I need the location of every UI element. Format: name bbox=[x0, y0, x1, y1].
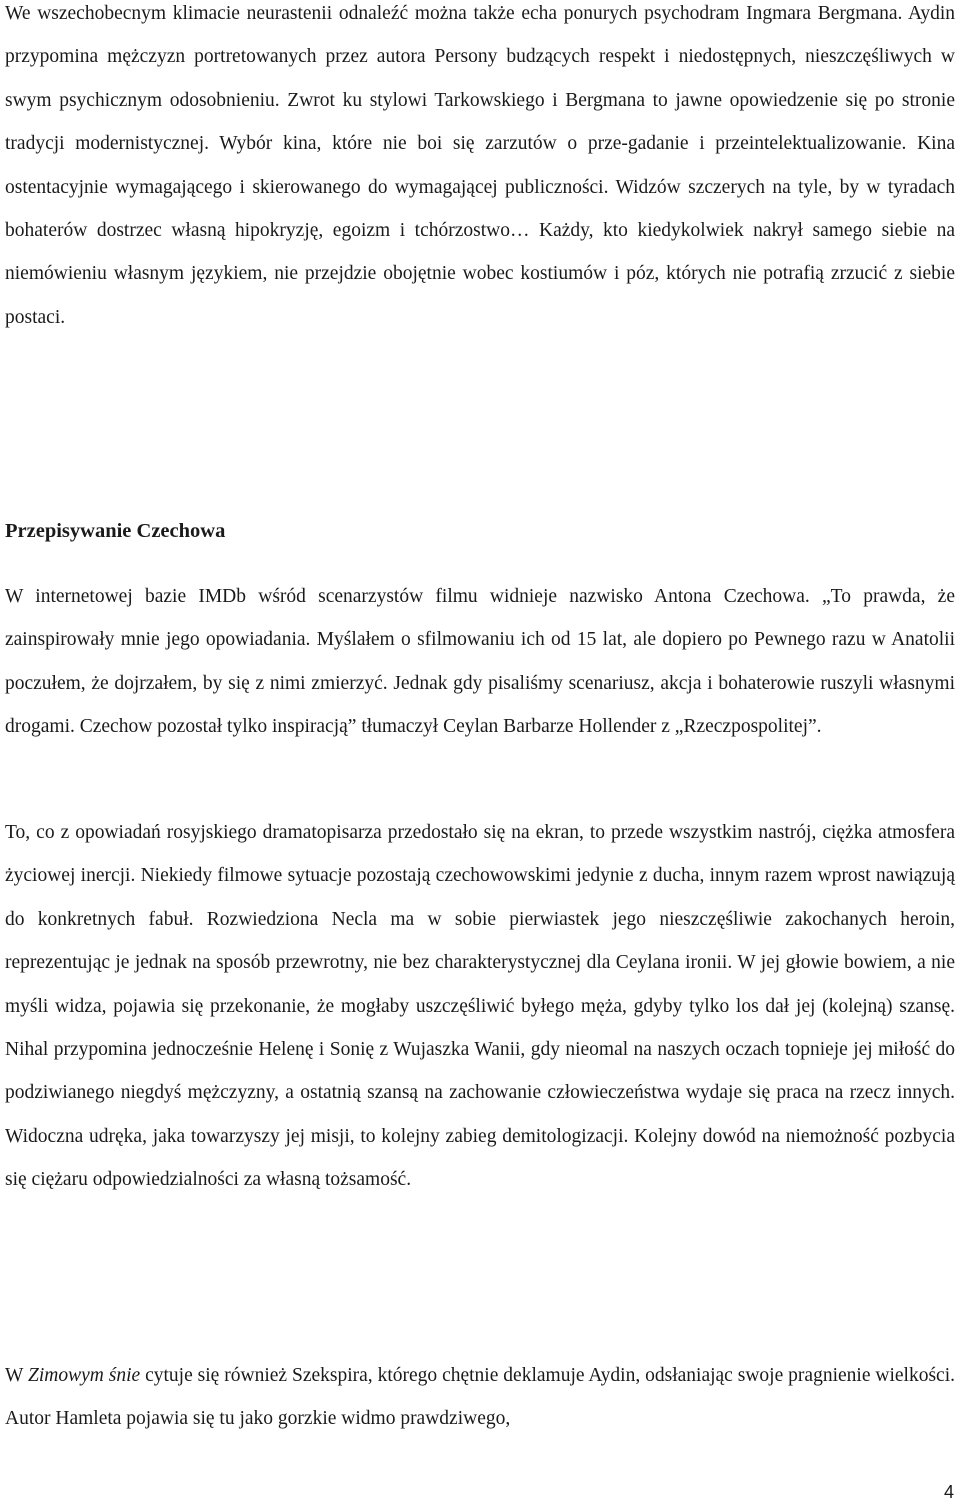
paragraph-prefix: W bbox=[5, 1365, 28, 1386]
page-number: 4 bbox=[943, 1482, 954, 1502]
section-heading: Przepisywanie Czechowa bbox=[5, 520, 226, 542]
paragraph-rest: cytuje się również Szekspira, którego chętnie deklamuje Aydin, odsłaniając swoje pragnienie wielkości. Autor Hamleta pojawia się tu jako gorzkie widmo prawdziwego, bbox=[5, 1365, 956, 1430]
paragraph-shakespeare bbox=[5, 1354, 955, 1441]
paragraph-chekhov-influence: To, co z opowiadań rosyjskiego dramatopisarza przedostało się na ekran, to przede wszystkim nastrój, ciężka atmosfera życiowej inercji. Niekiedy filmowe sytuacje pozostają czechowowskimi jedynie z ducha, innym razem wprost nawiązują do konkretnych fabuł. Rozwiedziona Necla ma w sobie pierwiastek jego nieszczęśliwie zakochanych heroin, reprezentując je jednak na sposób przewrotny, nie bez charakterystycznej dla Ceylana ironii. W jej głowie bowiem, a nie myśli widza, pojawia się przekonanie, że mogłaby uszczęśliwić byłego męża, gdyby tylko los dał jej (kolejną) szansę. Nihal przypomina jednocześnie Helenę i Sonię z Wujaszka Wanii, gdy nieomal na naszych oczach topnieje jej miłość do podziwianego niegdyś mężczyzny, a ostatnią szansą na zachowanie człowieczeństwa wydaje się praca na rzecz innych. Widoczna udręka, jaka towarzyszy jej misji, to kolejny zabieg demitologizacji. Kolejny dowód na niemożność pozbycia się ciężaru odpowiedzialności za własną tożsamość. bbox=[5, 822, 955, 1191]
paragraph-bergman: We wszechobecnym klimacie neurastenii odnaleźć można także echa ponurych psychodram Ingmara Bergmana. Aydin przypomina mężczyzn portretowanych przez autora Persony budzących respekt i niedostępnych, nieszczęśliwych w swym psychicznym odosobnieniu. Zwrot ku stylowi Tarkowskiego i Bergmana to jawne opowiedzenie się po stronie tradycji modernistycznej. Wybór kina, które nie boi się zarzutów o prze-gadanie i przeintelektualizowanie. Kina ostentacyjnie wymagającego i skierowanego do wymagającej publiczności. Widzów szczerych na tyle, by w tyradach bohaterów dostrzec własną hipokryzję, egoizm i tchórzostwo… Każdy, kto kiedykolwiek nakrył samego siebie na niemówieniu własnym językiem, nie przejdzie obojętnie wobec kostiumów i póz, których nie potrafią zrzucić z siebie postaci. bbox=[5, 3, 955, 328]
paragraph-imdb: W internetowej bazie IMDb wśród scenarzystów filmu widnieje nazwisko Antona Czechowa. „To prawda, że zainspirowały mnie jego opowiadania. Myślałem o sfilmowaniu ich od 15 lat, ale dopiero po Pewnego razu w Anatolii poczułem, że dojrzałem, by się z nimi zmierzyć. Jednak gdy pisaliśmy scenariusz, akcja i bohaterowie ruszyli własnymi drogami. Czechow pozostał tylko inspiracją” tłumaczył Ceylan Barbarze Hollender z „Rzeczpospolitej”. bbox=[5, 586, 955, 738]
film-title-italic: Zimowym śnie bbox=[27, 1365, 141, 1386]
